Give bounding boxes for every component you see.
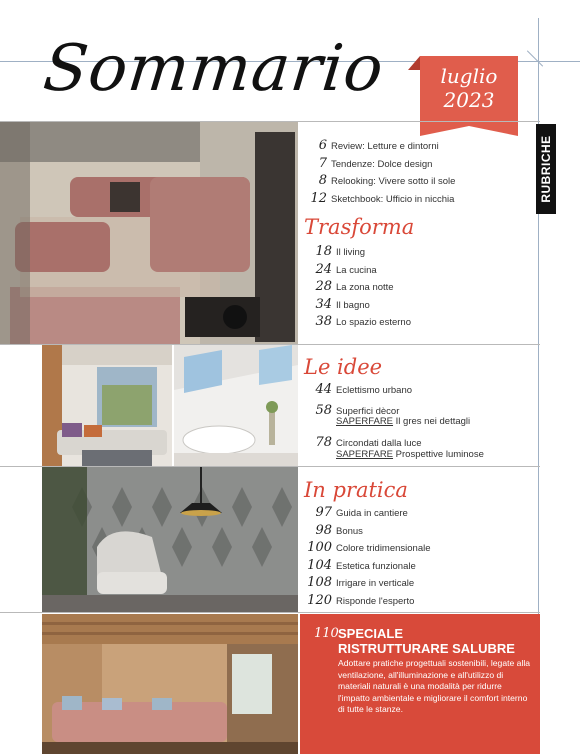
item-label: La zona notte [336, 282, 394, 293]
rubriche-list [305, 138, 455, 208]
page-number: 34 [315, 296, 332, 312]
section-tab-label: RUBRICHE [539, 135, 553, 203]
divider [0, 612, 540, 613]
list-item[interactable] [306, 540, 431, 558]
item-label: Review: Letture e dintorni [331, 141, 439, 152]
speciale-title [338, 626, 515, 656]
speciale-description: Adottare pratiche progettuali sostenibili, legate alla ventilazione, all'illuminazione e all'utilizzo di materiali naturali è una modalità per ridurre l'impatto ambientale e migliorare il comfort interno di tutte le stanze. [338, 658, 531, 714]
issue-year: 2023 [443, 88, 495, 112]
page-number: 6 [318, 138, 327, 153]
saperfare-tag: SAPERFARE [336, 448, 394, 460]
page-number: 104 [307, 557, 332, 573]
item-label: Eclettismo urbano [336, 385, 413, 396]
item-label: Bonus [336, 525, 363, 537]
list-item[interactable] [312, 382, 484, 400]
page-number: 100 [307, 540, 332, 555]
item-label: Colore tridimensionale [336, 543, 431, 554]
item-label: Estetica funzionale [336, 560, 416, 572]
page-number: 78 [315, 435, 332, 450]
item-label: La cucina [336, 264, 377, 276]
masthead-title: Sommario [40, 32, 388, 106]
speciale-box[interactable] [300, 614, 540, 754]
item-label: Il bagno [336, 299, 370, 311]
list-item[interactable] [312, 314, 411, 332]
speciale-title-line1: SPECIALE [338, 626, 404, 641]
page-number: 98 [315, 522, 332, 538]
list-item[interactable] [312, 279, 411, 297]
item-label: Circondati dalla luce [336, 438, 422, 449]
list-item[interactable] [312, 262, 411, 280]
item-label: Lo spazio esterno [336, 317, 411, 328]
list-item[interactable] [305, 191, 455, 209]
page-number: 18 [315, 244, 332, 259]
tag-fold [408, 56, 420, 70]
wooden-living-photo [42, 614, 298, 754]
idee-list [312, 382, 484, 460]
item-label: Irrigare in verticale [336, 578, 415, 589]
speciale-title-line2: RISTRUTTURARE SALUBRE [338, 641, 515, 656]
page-number: 110 [314, 626, 339, 641]
page-number: 12 [310, 190, 327, 206]
page-number: 8 [318, 173, 327, 188]
item-label: Guida in cantiere [336, 508, 408, 519]
item-label: Sketchbook: Ufficio in nicchia [331, 193, 455, 205]
list-item[interactable] [305, 156, 455, 174]
list-item[interactable] [306, 523, 431, 541]
page-number: 28 [315, 279, 332, 294]
list-item[interactable] [306, 505, 431, 523]
issue-date-tag [420, 56, 518, 126]
list-item[interactable] [306, 575, 431, 593]
section-title-idee: Le idee [304, 355, 383, 379]
living-room-photo [0, 122, 298, 344]
list-item[interactable] [312, 297, 411, 315]
section-title-pratica: In pratica [304, 478, 408, 502]
tag-notch [420, 126, 518, 136]
page-number: 58 [315, 402, 332, 418]
page-number: 108 [307, 575, 332, 590]
bathroom-photo [174, 345, 298, 466]
list-item[interactable] [312, 435, 484, 453]
page-number: 120 [307, 592, 332, 608]
crop-mark [527, 50, 543, 66]
saperfare-tag: SAPERFARE [336, 416, 394, 427]
subtitle-text: Il gres nei dettagli [393, 416, 471, 427]
item-label: Superfici dècor [336, 405, 400, 417]
section-title-trasforma: Trasforma [304, 215, 415, 239]
list-item[interactable] [305, 138, 455, 156]
item-label: Tendenze: Dolce design [331, 158, 433, 170]
subtitle-text: Prospettive luminose [393, 448, 484, 460]
item-label: Il living [336, 247, 366, 258]
trasforma-list [312, 244, 411, 332]
page-number: 44 [315, 382, 332, 397]
pratica-list [306, 505, 431, 610]
item-label: Relooking: Vivere sotto il sole [331, 176, 456, 187]
armchair-photo [42, 467, 298, 612]
issue-month: luglio [440, 64, 498, 88]
list-item[interactable] [312, 403, 484, 421]
page-number: 7 [318, 155, 327, 171]
list-item[interactable] [312, 244, 411, 262]
page-number: 24 [315, 261, 332, 277]
page-number: 97 [315, 505, 332, 520]
item-label: Risponde l'esperto [336, 595, 415, 607]
eclectic-living-photo [42, 345, 172, 466]
list-item[interactable] [306, 558, 431, 576]
list-item[interactable] [305, 173, 455, 191]
section-tab-rubriche [536, 124, 556, 214]
page-number: 38 [315, 314, 332, 329]
list-item[interactable] [306, 593, 431, 611]
